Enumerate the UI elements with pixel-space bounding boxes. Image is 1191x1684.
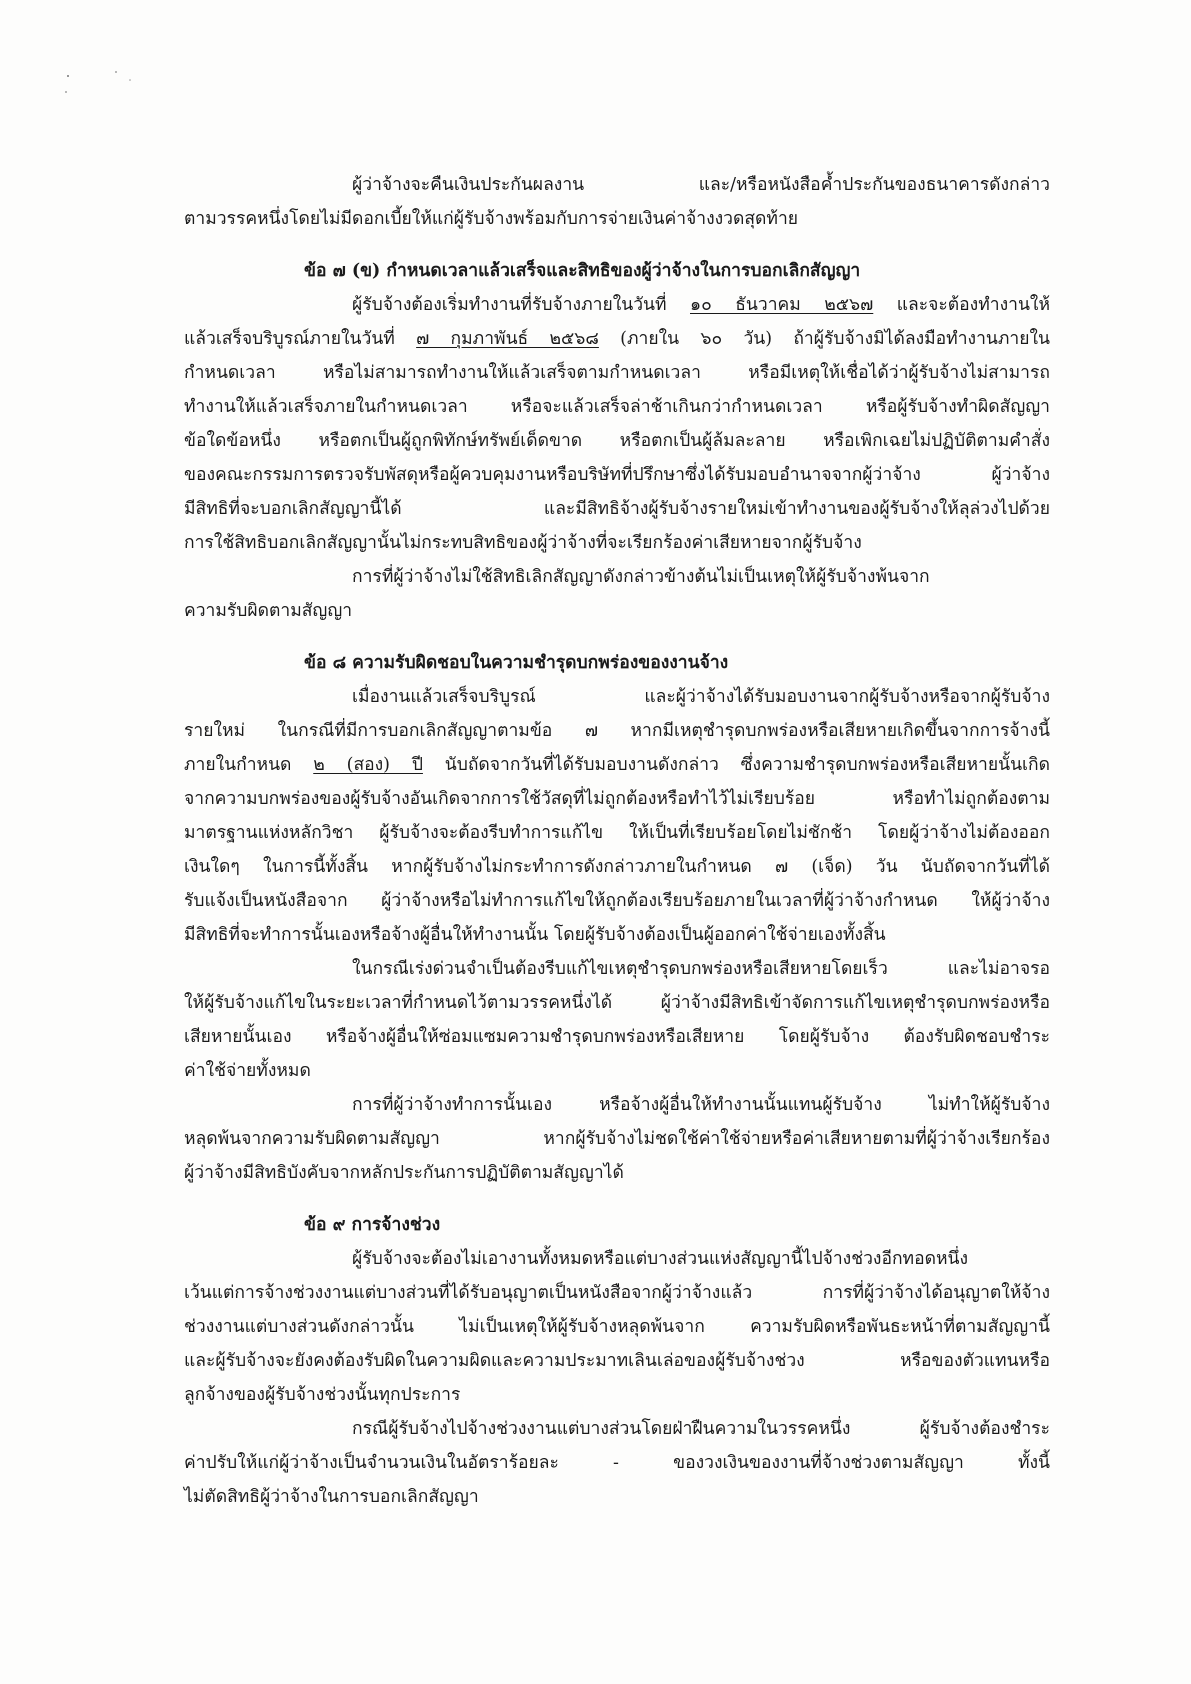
clause-7-heading: ข้อ ๗ (ข) กำหนดเวลาแล้วเสร็จและสิทธิของผู้ว่าจ้างในการบอกเลิกสัญญา xyxy=(304,261,861,281)
paragraph-line: ความรับผิดตามสัญญา xyxy=(184,601,353,621)
paragraph-line: เว้นแต่การจ้างช่วงงานแต่บางส่วนที่ได้รับอนุญาตเป็นหนังสือจากผู้ว่าจ้างแล้ว การที่ผู้ว่าจ้างได้อนุญาตให้จ้าง xyxy=(184,1283,1050,1303)
paragraph-line: เมื่องานแล้วเสร็จบริบูรณ์ และผู้ว่าจ้างได้รับมอบงานจากผู้รับจ้างหรือจากผู้รับจ้าง xyxy=(352,687,1050,707)
paragraph-line: ช่วงงานแต่บางส่วนดังกล่าวนั้น ไม่เป็นเหตุให้ผู้รับจ้างหลุดพ้นจาก ความรับผิดหรือพันธะหน้าที่ตามสัญญานี้ xyxy=(184,1317,1050,1337)
paragraph-line: ผู้รับจ้างจะต้องไม่เอางานทั้งหมดหรือแต่บางส่วนแห่งสัญญานี้ไปจ้างช่วงอีกทอดหนึ่ง xyxy=(352,1249,969,1269)
paragraph-line: ไม่ตัดสิทธิผู้ว่าจ้างในการบอกเลิกสัญญา xyxy=(184,1487,479,1507)
paragraph-line: ข้อใดข้อหนึ่ง หรือตกเป็นผู้ถูกพิทักษ์ทรัพย์เด็ดขาด หรือตกเป็นผู้ล้มละลาย หรือเพิกเฉยไม่ปฏิบัติตามคำสั่ง xyxy=(184,431,1050,451)
paragraph-line: ของคณะกรรมการตรวจรับพัสดุหรือผู้ควบคุมงานหรือบริษัทที่ปรึกษาซึ่งได้รับมอบอำนาจจากผู้ว่าจ้าง ผู้ว่าจ้าง xyxy=(184,465,1050,485)
paragraph-line: ค่าใช้จ่ายทั้งหมด xyxy=(184,1061,311,1081)
paragraph-line xyxy=(184,288,1050,322)
paragraph-line: และผู้รับจ้างจะยังคงต้องรับผิดในความผิดและความประมาทเลินเล่อของผู้รับจ้างช่วง หรือของตัวแทนหรือ xyxy=(184,1351,1050,1371)
paragraph-line: มีสิทธิที่จะบอกเลิกสัญญานี้ได้ และมีสิทธิจ้างผู้รับจ้างรายใหม่เข้าทำงานของผู้รับจ้างให้ลุล่วงไปด้วย xyxy=(184,499,1050,519)
start-date: ๑๐ ธันวาคม ๒๕๖๗ xyxy=(690,295,874,315)
line-text: ผู้รับจ้างต้องเริ่มทำงานที่รับจ้างภายในวันที่ xyxy=(352,295,690,315)
paragraph-line: ค่าปรับให้แก่ผู้ว่าจ้างเป็นจำนวนเงินในอัตราร้อยละ - ของวงเงินของงานที่จ้างช่วงตามสัญญา ทั้งนี้ xyxy=(184,1453,1050,1473)
paragraph-line: การที่ผู้ว่าจ้างทำการนั้นเอง หรือจ้างผู้อื่นให้ทำงานนั้นแทนผู้รับจ้าง ไม่ทำให้ผู้รับจ้าง xyxy=(352,1095,1050,1115)
paragraph-line: กรณีผู้รับจ้างไปจ้างช่วงงานแต่บางส่วนโดยฝ่าฝืนความในวรรคหนึ่ง ผู้รับจ้างต้องชำระ xyxy=(352,1419,1050,1439)
paragraph-line: มีสิทธิที่จะทำการนั้นเองหรือจ้างผู้อื่นให้ทำงานนั้น โดยผู้รับจ้างต้องเป็นผู้ออกค่าใช้จ่ายเองทั้งสิ้น xyxy=(184,925,886,945)
end-date: ๗ กุมภาพันธ์ ๒๕๖๘ xyxy=(416,329,599,349)
paragraph-line: กำหนดเวลา หรือไม่สามารถทำงานให้แล้วเสร็จตามกำหนดเวลา หรือมีเหตุให้เชื่อได้ว่าผู้รับจ้างไม่สามารถ xyxy=(184,363,1050,383)
paragraph-line: มาตรฐานแห่งหลักวิชา ผู้รับจ้างจะต้องรีบทำการแก้ไข ให้เป็นที่เรียบร้อยโดยไม่ชักช้า โดยผู้ว่าจ้างไม่ต้องออก xyxy=(184,823,1050,843)
paragraph-line: เสียหายนั้นเอง หรือจ้างผู้อื่นให้ซ่อมแซมความชำรุดบกพร่องหรือเสียหาย โดยผู้รับจ้าง ต้องรับผิดชอบชำระ xyxy=(184,1027,1050,1047)
clause-8 xyxy=(184,646,1050,1190)
paragraph-line: การใช้สิทธิบอกเลิกสัญญานั้นไม่กระทบสิทธิของผู้ว่าจ้างที่จะเรียกร้องค่าเสียหายจากผู้รับจ้าง xyxy=(184,533,862,553)
clause-9 xyxy=(184,1208,1050,1514)
line-text: และจะต้องทำงานให้ xyxy=(873,295,1050,315)
paragraph-line: การที่ผู้ว่าจ้างไม่ใช้สิทธิเลิกสัญญาดังกล่าวข้างต้นไม่เป็นเหตุให้ผู้รับจ้างพ้นจาก xyxy=(352,567,930,587)
paragraph-line: ลูกจ้างของผู้รับจ้างช่วงนั้นทุกประการ xyxy=(184,1385,461,1405)
paragraph-line: ทำงานให้แล้วเสร็จภายในกำหนดเวลา หรือจะแล้วเสร็จล่าช้าเกินกว่ากำหนดเวลา หรือผู้รับจ้างทำผิดสัญญา xyxy=(184,397,1050,417)
paragraph-line: รายใหม่ ในกรณีที่มีการบอกเลิกสัญญาตามข้อ ๗ หากมีเหตุชำรุดบกพร่องหรือเสียหายเกิดขึ้นจากการจ้างนี้ xyxy=(184,721,1050,741)
paragraph-line xyxy=(184,322,1050,356)
clause-8-heading: ข้อ ๘ ความรับผิดชอบในความชำรุดบกพร่องของงานจ้าง xyxy=(304,653,729,673)
line-text: (ภายใน ๖๐ วัน) ถ้าผู้รับจ้างมิได้ลงมือทำงานภายใน xyxy=(598,329,1050,349)
paragraph-line: จากความบกพร่องของผู้รับจ้างอันเกิดจากการใช้วัสดุที่ไม่ถูกต้องหรือทำไว้ไม่เรียบร้อย หรือทำไม่ถูกต้องตาม xyxy=(184,789,1050,809)
scan-specks xyxy=(60,70,140,110)
paragraph-line xyxy=(184,748,1050,782)
paragraph-line: ตามวรรคหนึ่งโดยไม่มีดอกเบี้ยให้แก่ผู้รับจ้างพร้อมกับการจ่ายเงินค่าจ้างงวดสุดท้าย xyxy=(184,209,799,229)
line-text: แล้วเสร็จบริบูรณ์ภายในวันที่ xyxy=(184,329,417,349)
paragraph-line: รับแจ้งเป็นหนังสือจาก ผู้ว่าจ้างหรือไม่ทำการแก้ไขให้ถูกต้องเรียบร้อยภายในเวลาที่ผู้ว่าจ้างกำหนด ให้ผู้ว่าจ้าง xyxy=(184,891,1050,911)
clause-9-heading: ข้อ ๙ การจ้างช่วง xyxy=(304,1215,441,1235)
paragraph-line: ให้ผู้รับจ้างแก้ไขในระยะเวลาที่กำหนดไว้ตามวรรคหนึ่งได้ ผู้ว่าจ้างมีสิทธิเข้าจัดการแก้ไขเหตุชำรุดบกพร่องหรือ xyxy=(184,993,1050,1013)
warranty-period: ๒ (สอง) ปี xyxy=(313,755,423,775)
paragraph-line: เงินใดๆ ในการนี้ทั้งสิ้น หากผู้รับจ้างไม่กระทำการดังกล่าวภายในกำหนด ๗ (เจ็ด) วัน นับถัดจากวันที่ได้ xyxy=(184,857,1050,877)
paragraph-line: ผู้ว่าจ้างมีสิทธิบังคับจากหลักประกันการปฏิบัติตามสัญญาได้ xyxy=(184,1163,624,1183)
intro-paragraph xyxy=(184,168,1050,236)
paragraph-line: ในกรณีเร่งด่วนจำเป็นต้องรีบแก้ไขเหตุชำรุดบกพร่องหรือเสียหายโดยเร็ว และไม่อาจรอ xyxy=(352,959,1050,979)
document-body xyxy=(184,168,1050,1514)
paragraph-line: ผู้ว่าจ้างจะคืนเงินประกันผลงาน และ/หรือหนังสือค้ำประกันของธนาคารดังกล่าว xyxy=(352,175,1050,195)
clause-7 xyxy=(184,254,1050,628)
paragraph-line: หลุดพ้นจากความรับผิดตามสัญญา หากผู้รับจ้างไม่ชดใช้ค่าใช้จ่ายหรือค่าเสียหายตามที่ผู้ว่าจ้างเรียกร้อง xyxy=(184,1129,1050,1149)
line-text: นับถัดจากวันที่ได้รับมอบงานดังกล่าว ซึ่งความชำรุดบกพร่องหรือเสียหายนั้นเกิด xyxy=(422,755,1050,775)
line-text: ภายในกำหนด xyxy=(184,755,314,775)
